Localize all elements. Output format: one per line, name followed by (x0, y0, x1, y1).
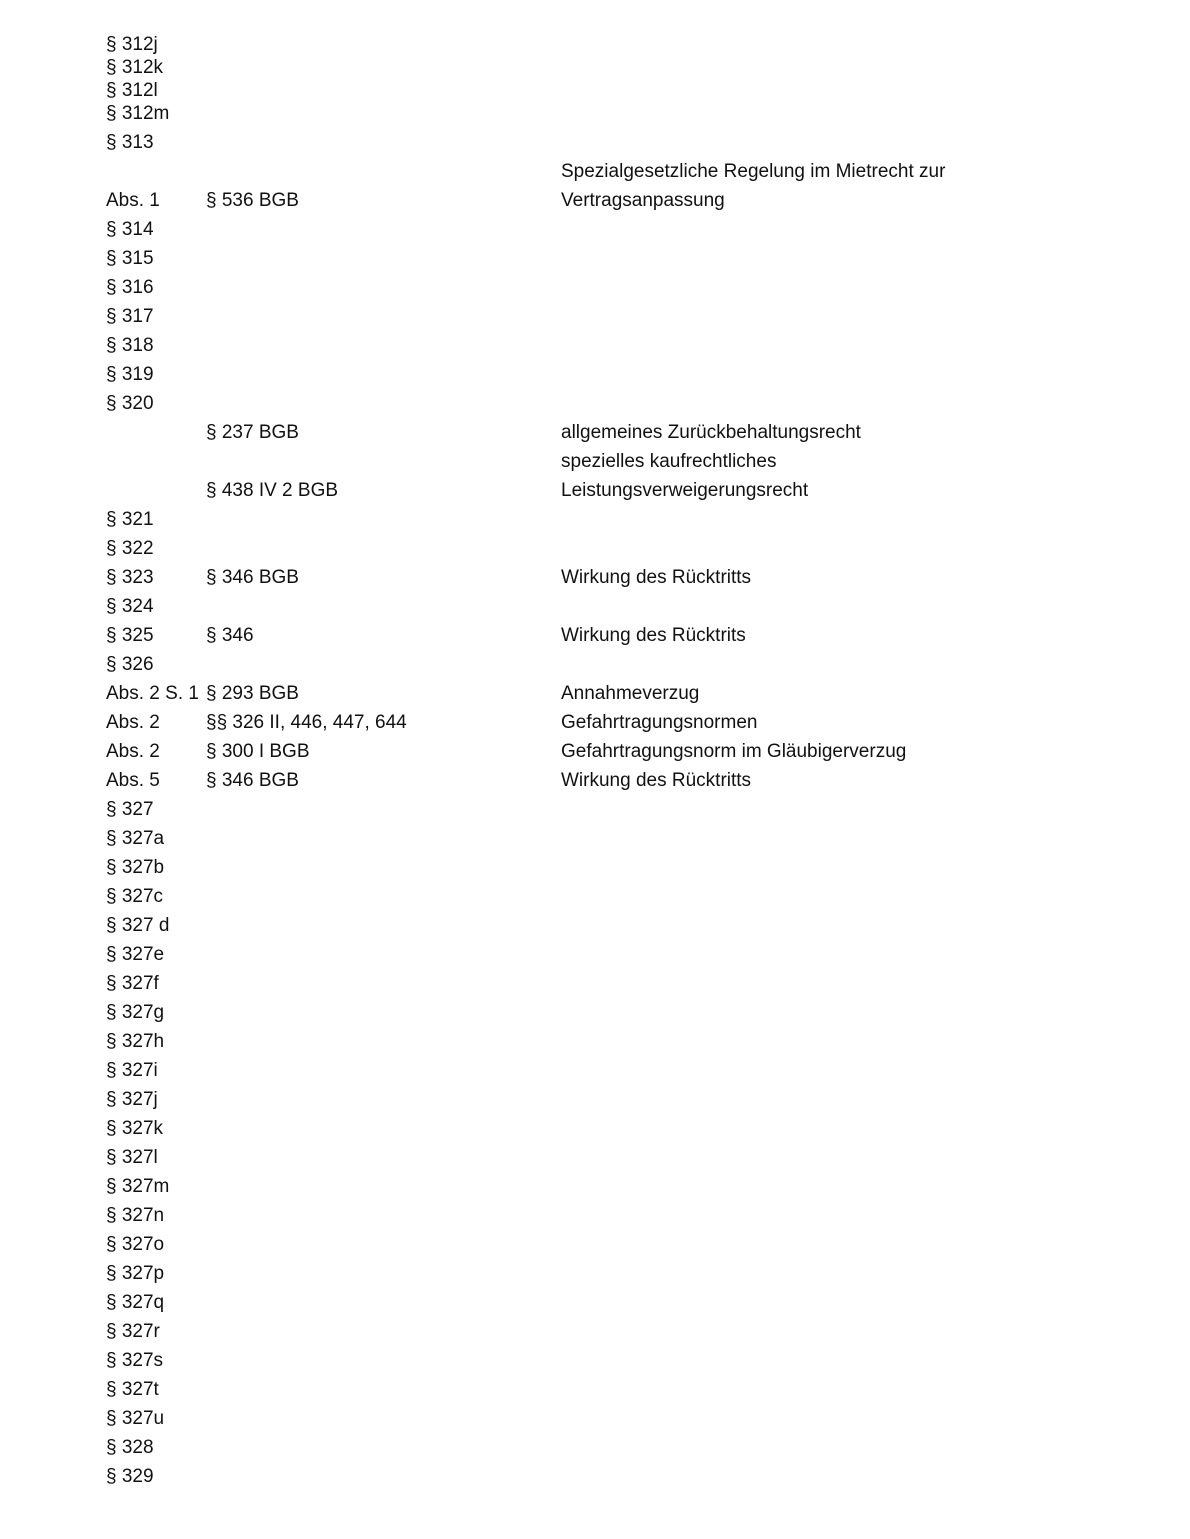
section-cell: Abs. 2 (106, 712, 160, 733)
table-row (0, 363, 1190, 387)
section-cell: § 327s (106, 1350, 164, 1371)
section-cell: Abs. 2 (106, 741, 160, 762)
table-row (0, 914, 1190, 938)
description-cell: allgemeines Zurückbehaltungsrecht (561, 422, 861, 443)
table-row (0, 566, 1190, 590)
section-cell: § 326 (106, 654, 154, 675)
table-row (0, 1465, 1190, 1489)
table-row (0, 595, 1190, 619)
description-cell: spezielles kaufrechtliches (561, 451, 777, 472)
table-row (0, 56, 1190, 80)
section-cell: § 315 (106, 248, 154, 269)
section-cell: § 321 (106, 509, 154, 530)
reference-cell: § 346 (206, 625, 254, 646)
table-row (0, 1378, 1190, 1402)
description-cell: Wirkung des Rücktritts (561, 770, 752, 791)
table-row (0, 1291, 1190, 1315)
section-cell: Abs. 5 (106, 770, 160, 791)
table-row (0, 334, 1190, 358)
table-row (0, 160, 1190, 184)
table-row (0, 537, 1190, 561)
table-row (0, 102, 1190, 126)
section-cell: § 329 (106, 1466, 154, 1487)
section-cell: § 327m (106, 1176, 170, 1197)
section-cell: § 327q (106, 1292, 165, 1313)
table-row (0, 1349, 1190, 1373)
reference-cell: § 293 BGB (206, 683, 299, 704)
section-cell: § 327u (106, 1408, 165, 1429)
section-cell: § 327n (106, 1205, 165, 1226)
description-cell: Annahmeverzug (561, 683, 700, 704)
description-cell: Wirkung des Rücktritts (561, 567, 752, 588)
reference-cell: § 237 BGB (206, 422, 299, 443)
description-cell: Vertragsanpassung (561, 190, 725, 211)
table-row (0, 508, 1190, 532)
table-row (0, 827, 1190, 851)
section-cell: § 320 (106, 393, 154, 414)
table-row (0, 1204, 1190, 1228)
table-row (0, 189, 1190, 213)
section-cell: § 322 (106, 538, 154, 559)
table-row (0, 218, 1190, 242)
reference-cell: §§ 326 II, 446, 447, 644 (206, 712, 407, 733)
table-row (0, 856, 1190, 880)
description-cell: Gefahrtragungsnormen (561, 712, 758, 733)
section-cell: § 323 (106, 567, 154, 588)
section-cell: § 318 (106, 335, 154, 356)
reference-cell: § 300 I BGB (206, 741, 310, 762)
section-cell: § 327c (106, 886, 164, 907)
description-cell: Gefahrtragungsnorm im Gläubigerverzug (561, 741, 907, 762)
section-cell: § 327r (106, 1321, 160, 1342)
table-row (0, 450, 1190, 474)
table-row (0, 1233, 1190, 1257)
description-cell: Leistungsverweigerungsrecht (561, 480, 809, 501)
description-cell: Spezialgesetzliche Regelung im Mietrecht zur (561, 161, 946, 182)
section-cell: § 319 (106, 364, 154, 385)
section-cell: § 327j (106, 1089, 158, 1110)
table-row (0, 653, 1190, 677)
section-cell: § 312l (106, 80, 158, 101)
section-cell: § 327h (106, 1031, 165, 1052)
reference-cell: § 438 IV 2 BGB (206, 480, 339, 501)
table-row (0, 33, 1190, 57)
section-cell: § 327 d (106, 915, 170, 936)
section-cell: § 312m (106, 103, 170, 124)
table-row (0, 247, 1190, 271)
table-row (0, 798, 1190, 822)
section-cell: § 328 (106, 1437, 154, 1458)
table-row (0, 1088, 1190, 1112)
table-row (0, 305, 1190, 329)
section-cell: § 327t (106, 1379, 159, 1400)
table-row (0, 885, 1190, 909)
table-row (0, 1320, 1190, 1344)
table-row (0, 479, 1190, 503)
section-cell: § 327o (106, 1234, 165, 1255)
section-cell: Abs. 1 (106, 190, 160, 211)
section-cell: § 327b (106, 857, 165, 878)
table-row (0, 392, 1190, 416)
table-row (0, 1407, 1190, 1431)
table-row (0, 276, 1190, 300)
section-cell: Abs. 2 S. 1 (106, 683, 199, 704)
section-cell: § 327i (106, 1060, 158, 1081)
table-row (0, 682, 1190, 706)
reference-cell: § 346 BGB (206, 770, 299, 791)
table-row (0, 1262, 1190, 1286)
section-cell: § 327f (106, 973, 159, 994)
section-cell: § 314 (106, 219, 154, 240)
table-row (0, 711, 1190, 735)
table-row (0, 79, 1190, 103)
reference-cell: § 346 BGB (206, 567, 299, 588)
table-row (0, 740, 1190, 764)
section-cell: § 327p (106, 1263, 165, 1284)
table-row (0, 131, 1190, 155)
section-cell: § 313 (106, 132, 154, 153)
table-row (0, 1059, 1190, 1083)
section-cell: § 327g (106, 1002, 165, 1023)
table-row (0, 624, 1190, 648)
section-cell: § 316 (106, 277, 154, 298)
table-row (0, 1146, 1190, 1170)
table-row (0, 421, 1190, 445)
section-cell: § 327a (106, 828, 165, 849)
section-cell: § 317 (106, 306, 154, 327)
table-row (0, 943, 1190, 967)
reference-cell: § 536 BGB (206, 190, 299, 211)
table-row (0, 1117, 1190, 1141)
section-cell: § 324 (106, 596, 154, 617)
section-cell: § 327l (106, 1147, 158, 1168)
table-row (0, 1175, 1190, 1199)
description-cell: Wirkung des Rücktrits (561, 625, 746, 646)
table-row (0, 1436, 1190, 1460)
section-cell: § 327k (106, 1118, 164, 1139)
section-cell: § 312j (106, 34, 158, 55)
table-row (0, 972, 1190, 996)
section-cell: § 327 (106, 799, 154, 820)
section-cell: § 327e (106, 944, 165, 965)
section-cell: § 312k (106, 57, 164, 78)
table-row (0, 1030, 1190, 1054)
section-cell: § 325 (106, 625, 154, 646)
table-row (0, 769, 1190, 793)
table-row (0, 1001, 1190, 1025)
